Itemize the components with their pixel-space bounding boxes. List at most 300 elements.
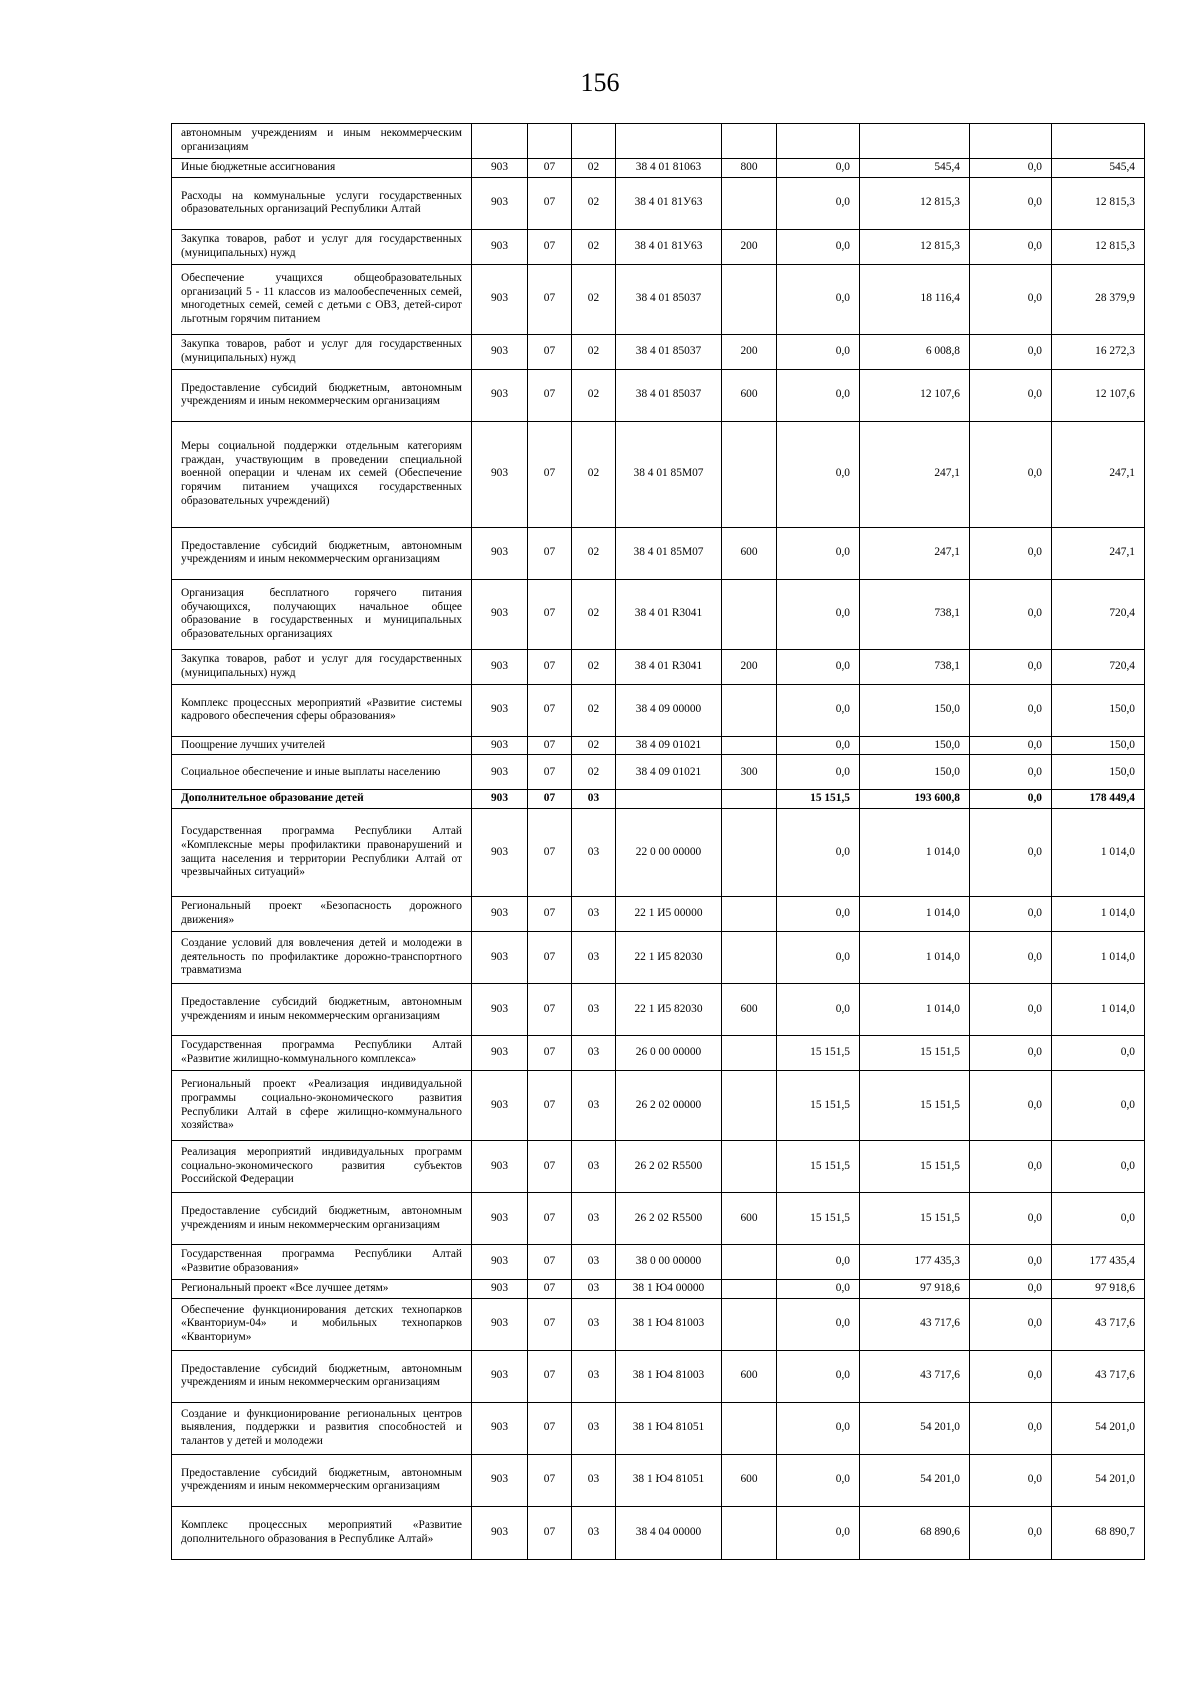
cell-amount-4: 0,0 [1052, 1071, 1145, 1141]
cell-name: автономным учреждениям и иным некоммерческим организациям [172, 124, 472, 159]
cell-amount-4: 1 014,0 [1052, 897, 1145, 932]
table-row [172, 1402, 1145, 1454]
cell-amount-1: 0,0 [777, 649, 860, 684]
cell-expense-type [722, 264, 777, 334]
cell-section: 07 [528, 1298, 572, 1350]
cell-ministry-code: 903 [472, 1036, 528, 1071]
cell-expense-type [722, 1506, 777, 1559]
cell-amount-2: 68 890,6 [860, 1506, 970, 1559]
cell-amount-4: 43 717,6 [1052, 1350, 1145, 1402]
cell-ministry-code: 903 [472, 1350, 528, 1402]
cell-name: Региональный проект «Все лучшее детям» [172, 1280, 472, 1299]
table-row [172, 736, 1145, 755]
cell-amount-3: 0,0 [970, 334, 1052, 369]
cell-amount-2: 43 717,6 [860, 1350, 970, 1402]
cell-amount-3: 0,0 [970, 1402, 1052, 1454]
cell-section: 07 [528, 1506, 572, 1559]
cell-amount-1: 0,0 [777, 897, 860, 932]
table-row [172, 1280, 1145, 1299]
cell-amount-3: 0,0 [970, 984, 1052, 1036]
cell-section [528, 124, 572, 159]
cell-target-article: 22 1 И5 82030 [616, 932, 722, 984]
cell-section: 07 [528, 932, 572, 984]
table-row [172, 177, 1145, 229]
cell-amount-1: 0,0 [777, 809, 860, 897]
cell-ministry-code: 903 [472, 229, 528, 264]
cell-ministry-code: 903 [472, 684, 528, 736]
cell-amount-1: 0,0 [777, 755, 860, 790]
cell-name: Предоставление субсидий бюджетным, автономным учреждениям и иным некоммерческим организациям [172, 1193, 472, 1245]
cell-amount-3: 0,0 [970, 1036, 1052, 1071]
cell-amount-4: 247,1 [1052, 421, 1145, 527]
cell-amount-1: 0,0 [777, 369, 860, 421]
cell-amount-2: 18 116,4 [860, 264, 970, 334]
cell-section: 07 [528, 579, 572, 649]
cell-amount-3: 0,0 [970, 1506, 1052, 1559]
cell-expense-type: 600 [722, 527, 777, 579]
cell-amount-3: 0,0 [970, 809, 1052, 897]
cell-name: Закупка товаров, работ и услуг для государственных (муниципальных) нужд [172, 649, 472, 684]
cell-amount-1: 0,0 [777, 527, 860, 579]
cell-subsection: 02 [572, 579, 616, 649]
cell-subsection: 02 [572, 334, 616, 369]
cell-amount-2: 15 151,5 [860, 1193, 970, 1245]
cell-amount-2: 15 151,5 [860, 1071, 970, 1141]
cell-target-article: 38 4 09 00000 [616, 684, 722, 736]
cell-amount-4: 247,1 [1052, 527, 1145, 579]
table-row [172, 684, 1145, 736]
cell-section: 07 [528, 736, 572, 755]
table-body [172, 124, 1145, 1560]
cell-amount-3: 0,0 [970, 790, 1052, 809]
cell-name: Закупка товаров, работ и услуг для государственных (муниципальных) нужд [172, 334, 472, 369]
cell-ministry-code: 903 [472, 984, 528, 1036]
cell-amount-2: 150,0 [860, 736, 970, 755]
cell-amount-1: 15 151,5 [777, 790, 860, 809]
cell-section: 07 [528, 984, 572, 1036]
cell-ministry-code: 903 [472, 755, 528, 790]
cell-amount-4: 68 890,7 [1052, 1506, 1145, 1559]
cell-subsection: 02 [572, 527, 616, 579]
cell-subsection: 03 [572, 1193, 616, 1245]
cell-amount-3: 0,0 [970, 1245, 1052, 1280]
cell-subsection: 03 [572, 1071, 616, 1141]
cell-name: Создание условий для вовлечения детей и молодежи в деятельность по профилактике дорожно-транспортного травматизма [172, 932, 472, 984]
cell-ministry-code: 903 [472, 579, 528, 649]
table-row [172, 124, 1145, 159]
cell-amount-3: 0,0 [970, 649, 1052, 684]
cell-expense-type [722, 579, 777, 649]
cell-name: Социальное обеспечение и иные выплаты населению [172, 755, 472, 790]
cell-amount-1: 0,0 [777, 932, 860, 984]
cell-expense-type [722, 684, 777, 736]
table-row [172, 984, 1145, 1036]
cell-subsection: 02 [572, 159, 616, 178]
cell-ministry-code [472, 124, 528, 159]
cell-name: Предоставление субсидий бюджетным, автономным учреждениям и иным некоммерческим организациям [172, 527, 472, 579]
cell-amount-1: 0,0 [777, 421, 860, 527]
cell-amount-3: 0,0 [970, 684, 1052, 736]
cell-target-article: 26 0 00 00000 [616, 1036, 722, 1071]
cell-name: Предоставление субсидий бюджетным, автономным учреждениям и иным некоммерческим организациям [172, 1454, 472, 1506]
table-row [172, 527, 1145, 579]
cell-target-article: 38 1 Ю4 81003 [616, 1298, 722, 1350]
cell-subsection: 02 [572, 421, 616, 527]
cell-target-article: 38 4 01 R3041 [616, 649, 722, 684]
cell-amount-2: 15 151,5 [860, 1141, 970, 1193]
cell-expense-type [722, 1402, 777, 1454]
cell-expense-type: 600 [722, 1193, 777, 1245]
cell-amount-2: 12 107,6 [860, 369, 970, 421]
cell-amount-2: 6 008,8 [860, 334, 970, 369]
cell-amount-4: 1 014,0 [1052, 932, 1145, 984]
table-row [172, 334, 1145, 369]
cell-name: Предоставление субсидий бюджетным, автономным учреждениям и иным некоммерческим организациям [172, 984, 472, 1036]
cell-amount-3: 0,0 [970, 369, 1052, 421]
cell-name: Иные бюджетные ассигнования [172, 159, 472, 178]
cell-section: 07 [528, 684, 572, 736]
cell-amount-4: 12 815,3 [1052, 177, 1145, 229]
cell-amount-2: 54 201,0 [860, 1454, 970, 1506]
cell-expense-type [722, 897, 777, 932]
cell-section: 07 [528, 1141, 572, 1193]
cell-target-article: 38 4 09 01021 [616, 755, 722, 790]
cell-amount-4: 54 201,0 [1052, 1402, 1145, 1454]
table-row [172, 1454, 1145, 1506]
cell-expense-type [722, 124, 777, 159]
cell-ministry-code: 903 [472, 369, 528, 421]
cell-amount-3: 0,0 [970, 1141, 1052, 1193]
cell-section: 07 [528, 1280, 572, 1299]
cell-amount-3: 0,0 [970, 579, 1052, 649]
cell-expense-type [722, 1071, 777, 1141]
cell-amount-1: 0,0 [777, 736, 860, 755]
table-row [172, 1193, 1145, 1245]
cell-name: Предоставление субсидий бюджетным, автономным учреждениям и иным некоммерческим организациям [172, 369, 472, 421]
cell-name: Государственная программа Республики Алтай «Развитие образования» [172, 1245, 472, 1280]
cell-target-article [616, 124, 722, 159]
cell-amount-2: 738,1 [860, 649, 970, 684]
cell-section: 07 [528, 897, 572, 932]
cell-name: Расходы на коммунальные услуги государственных образовательных организаций Республики Алтай [172, 177, 472, 229]
table-row [172, 1350, 1145, 1402]
table-row [172, 790, 1145, 809]
cell-target-article: 38 4 09 01021 [616, 736, 722, 755]
table-row [172, 579, 1145, 649]
cell-subsection: 03 [572, 1350, 616, 1402]
cell-subsection: 02 [572, 229, 616, 264]
cell-amount-4: 0,0 [1052, 1036, 1145, 1071]
cell-ministry-code: 903 [472, 264, 528, 334]
cell-ministry-code: 903 [472, 1298, 528, 1350]
cell-target-article: 38 4 01 85037 [616, 369, 722, 421]
cell-amount-4: 16 272,3 [1052, 334, 1145, 369]
cell-amount-3: 0,0 [970, 264, 1052, 334]
cell-subsection: 03 [572, 932, 616, 984]
cell-target-article: 38 1 Ю4 81003 [616, 1350, 722, 1402]
cell-section: 07 [528, 369, 572, 421]
cell-section: 07 [528, 1350, 572, 1402]
cell-ministry-code: 903 [472, 1071, 528, 1141]
cell-amount-4: 12 107,6 [1052, 369, 1145, 421]
cell-expense-type [722, 1298, 777, 1350]
cell-amount-4 [1052, 124, 1145, 159]
cell-amount-3: 0,0 [970, 1071, 1052, 1141]
table-row [172, 1298, 1145, 1350]
cell-amount-4: 0,0 [1052, 1141, 1145, 1193]
cell-expense-type [722, 1280, 777, 1299]
cell-amount-4: 150,0 [1052, 684, 1145, 736]
cell-target-article: 38 4 01 85М07 [616, 527, 722, 579]
table-row [172, 649, 1145, 684]
cell-ministry-code: 903 [472, 1141, 528, 1193]
cell-amount-4: 0,0 [1052, 1193, 1145, 1245]
cell-amount-2: 1 014,0 [860, 984, 970, 1036]
cell-amount-4: 28 379,9 [1052, 264, 1145, 334]
cell-amount-2: 43 717,6 [860, 1298, 970, 1350]
cell-subsection: 03 [572, 1036, 616, 1071]
cell-ministry-code: 903 [472, 1506, 528, 1559]
cell-subsection: 03 [572, 1280, 616, 1299]
cell-amount-1: 0,0 [777, 334, 860, 369]
cell-ministry-code: 903 [472, 1454, 528, 1506]
cell-amount-1: 0,0 [777, 1506, 860, 1559]
cell-amount-2: 545,4 [860, 159, 970, 178]
page-number: 156 [580, 68, 620, 97]
cell-amount-3: 0,0 [970, 755, 1052, 790]
cell-expense-type [722, 932, 777, 984]
cell-expense-type: 800 [722, 159, 777, 178]
cell-subsection: 03 [572, 1454, 616, 1506]
cell-amount-4: 720,4 [1052, 579, 1145, 649]
cell-amount-2: 1 014,0 [860, 932, 970, 984]
cell-ministry-code: 903 [472, 736, 528, 755]
cell-expense-type: 200 [722, 334, 777, 369]
cell-target-article: 26 2 02 R5500 [616, 1141, 722, 1193]
cell-ministry-code: 903 [472, 159, 528, 178]
cell-expense-type: 600 [722, 1350, 777, 1402]
cell-amount-1: 0,0 [777, 579, 860, 649]
cell-ministry-code: 903 [472, 1402, 528, 1454]
table-row [172, 421, 1145, 527]
cell-section: 07 [528, 334, 572, 369]
cell-section: 07 [528, 1402, 572, 1454]
cell-target-article: 38 4 01 R3041 [616, 579, 722, 649]
cell-amount-1: 0,0 [777, 229, 860, 264]
cell-expense-type [722, 177, 777, 229]
cell-section: 07 [528, 264, 572, 334]
cell-subsection: 03 [572, 1298, 616, 1350]
cell-target-article: 38 4 01 85037 [616, 334, 722, 369]
table-row [172, 1245, 1145, 1280]
cell-subsection: 02 [572, 736, 616, 755]
table-row [172, 1036, 1145, 1071]
cell-amount-3 [970, 124, 1052, 159]
cell-amount-2 [860, 124, 970, 159]
cell-name: Государственная программа Республики Алтай «Развитие жилищно-коммунального комплекса» [172, 1036, 472, 1071]
cell-amount-1: 15 151,5 [777, 1193, 860, 1245]
cell-name: Обеспечение учащихся общеобразовательных организаций 5 - 11 классов из малообеспеченных семей, многодетных семей, семей с детьми с ОВЗ, детей-сирот льготным горячим питанием [172, 264, 472, 334]
cell-name: Обеспечение функционирования детских технопарков «Кванториум-04» и мобильных технопарков «Кванториум» [172, 1298, 472, 1350]
cell-amount-2: 97 918,6 [860, 1280, 970, 1299]
cell-name: Комплекс процессных мероприятий «Развитие дополнительного образования в Республике Алтай» [172, 1506, 472, 1559]
cell-subsection [572, 124, 616, 159]
cell-amount-2: 247,1 [860, 527, 970, 579]
cell-amount-3: 0,0 [970, 1350, 1052, 1402]
cell-amount-3: 0,0 [970, 932, 1052, 984]
cell-target-article: 22 1 И5 00000 [616, 897, 722, 932]
table-row [172, 809, 1145, 897]
cell-subsection: 02 [572, 684, 616, 736]
table-row [172, 1071, 1145, 1141]
cell-expense-type: 600 [722, 984, 777, 1036]
cell-subsection: 03 [572, 1506, 616, 1559]
table-row [172, 1506, 1145, 1559]
cell-subsection: 03 [572, 790, 616, 809]
cell-ministry-code: 903 [472, 790, 528, 809]
cell-ministry-code: 903 [472, 1193, 528, 1245]
cell-section: 07 [528, 1245, 572, 1280]
cell-target-article: 38 4 01 81У63 [616, 177, 722, 229]
cell-expense-type: 200 [722, 649, 777, 684]
cell-amount-2: 738,1 [860, 579, 970, 649]
cell-section: 07 [528, 649, 572, 684]
cell-subsection: 03 [572, 1245, 616, 1280]
cell-amount-2: 1 014,0 [860, 897, 970, 932]
cell-amount-4: 43 717,6 [1052, 1298, 1145, 1350]
cell-expense-type [722, 790, 777, 809]
cell-amount-4: 1 014,0 [1052, 809, 1145, 897]
cell-amount-4: 54 201,0 [1052, 1454, 1145, 1506]
cell-amount-3: 0,0 [970, 1298, 1052, 1350]
cell-target-article: 38 4 01 81У63 [616, 229, 722, 264]
cell-amount-3: 0,0 [970, 736, 1052, 755]
cell-target-article: 38 4 01 85М07 [616, 421, 722, 527]
cell-section: 07 [528, 755, 572, 790]
cell-amount-2: 15 151,5 [860, 1036, 970, 1071]
cell-amount-4: 1 014,0 [1052, 984, 1145, 1036]
table-row [172, 159, 1145, 178]
cell-expense-type: 300 [722, 755, 777, 790]
cell-name: Создание и функционирование региональных центров выявления, поддержки и развития способностей и талантов у детей и молодежи [172, 1402, 472, 1454]
cell-section: 07 [528, 159, 572, 178]
cell-subsection: 02 [572, 755, 616, 790]
cell-target-article: 26 2 02 00000 [616, 1071, 722, 1141]
cell-section: 07 [528, 1193, 572, 1245]
table-row [172, 229, 1145, 264]
cell-amount-1: 0,0 [777, 1245, 860, 1280]
cell-name: Комплекс процессных мероприятий «Развитие системы кадрового обеспечения сферы образования» [172, 684, 472, 736]
cell-section: 07 [528, 1071, 572, 1141]
cell-ministry-code: 903 [472, 177, 528, 229]
cell-ministry-code: 903 [472, 527, 528, 579]
cell-amount-3: 0,0 [970, 421, 1052, 527]
cell-name: Закупка товаров, работ и услуг для государственных (муниципальных) нужд [172, 229, 472, 264]
cell-amount-4: 178 449,4 [1052, 790, 1145, 809]
cell-amount-2: 177 435,3 [860, 1245, 970, 1280]
cell-name: Организация бесплатного горячего питания обучающихся, получающих начальное общее образование в государственных и муниципальных образовательных организациях [172, 579, 472, 649]
cell-amount-1: 0,0 [777, 264, 860, 334]
cell-amount-2: 1 014,0 [860, 809, 970, 897]
cell-expense-type [722, 1036, 777, 1071]
cell-amount-1: 0,0 [777, 1298, 860, 1350]
cell-amount-2: 150,0 [860, 755, 970, 790]
cell-amount-3: 0,0 [970, 229, 1052, 264]
cell-name: Поощрение лучших учителей [172, 736, 472, 755]
cell-amount-4: 545,4 [1052, 159, 1145, 178]
cell-expense-type [722, 1141, 777, 1193]
cell-amount-3: 0,0 [970, 1454, 1052, 1506]
cell-amount-2: 12 815,3 [860, 177, 970, 229]
cell-target-article: 38 1 Ю4 81051 [616, 1454, 722, 1506]
cell-ministry-code: 903 [472, 649, 528, 684]
cell-name: Региональный проект «Безопасность дорожного движения» [172, 897, 472, 932]
cell-amount-3: 0,0 [970, 159, 1052, 178]
cell-section: 07 [528, 527, 572, 579]
cell-amount-1: 0,0 [777, 1454, 860, 1506]
cell-name: Дополнительное образование детей [172, 790, 472, 809]
cell-section: 07 [528, 229, 572, 264]
cell-amount-4: 12 815,3 [1052, 229, 1145, 264]
cell-amount-3: 0,0 [970, 897, 1052, 932]
table-row [172, 755, 1145, 790]
cell-ministry-code: 903 [472, 334, 528, 369]
table-row [172, 932, 1145, 984]
cell-amount-2: 54 201,0 [860, 1402, 970, 1454]
cell-expense-type [722, 421, 777, 527]
cell-amount-1: 0,0 [777, 1350, 860, 1402]
cell-amount-2: 247,1 [860, 421, 970, 527]
cell-target-article: 22 0 00 00000 [616, 809, 722, 897]
cell-subsection: 02 [572, 369, 616, 421]
cell-target-article: 38 0 00 00000 [616, 1245, 722, 1280]
budget-table [171, 123, 1145, 1560]
cell-expense-type: 600 [722, 1454, 777, 1506]
table-row [172, 264, 1145, 334]
cell-section: 07 [528, 1454, 572, 1506]
cell-subsection: 03 [572, 809, 616, 897]
cell-amount-3: 0,0 [970, 177, 1052, 229]
cell-subsection: 02 [572, 264, 616, 334]
cell-amount-3: 0,0 [970, 1280, 1052, 1299]
cell-amount-4: 97 918,6 [1052, 1280, 1145, 1299]
cell-amount-2: 12 815,3 [860, 229, 970, 264]
cell-amount-1: 15 151,5 [777, 1036, 860, 1071]
cell-amount-3: 0,0 [970, 527, 1052, 579]
cell-amount-2: 150,0 [860, 684, 970, 736]
cell-subsection: 02 [572, 649, 616, 684]
cell-expense-type [722, 736, 777, 755]
cell-target-article: 38 1 Ю4 81051 [616, 1402, 722, 1454]
cell-ministry-code: 903 [472, 421, 528, 527]
cell-target-article: 38 1 Ю4 00000 [616, 1280, 722, 1299]
cell-target-article: 38 4 01 81063 [616, 159, 722, 178]
cell-subsection: 03 [572, 984, 616, 1036]
cell-section: 07 [528, 1036, 572, 1071]
cell-expense-type [722, 1245, 777, 1280]
cell-name: Региональный проект «Реализация индивидуальной программы социально-экономического развития Республики Алтай в сфере жилищно-коммунального хозяйства» [172, 1071, 472, 1141]
cell-name: Предоставление субсидий бюджетным, автономным учреждениям и иным некоммерческим организациям [172, 1350, 472, 1402]
cell-amount-1: 0,0 [777, 984, 860, 1036]
cell-name: Государственная программа Республики Алтай «Комплексные меры профилактики правонарушений и защита населения и территории Республики Алтай от чрезвычайных ситуаций» [172, 809, 472, 897]
cell-amount-1: 0,0 [777, 1402, 860, 1454]
cell-target-article: 38 4 01 85037 [616, 264, 722, 334]
cell-name: Реализация мероприятий индивидуальных программ социально-экономического развития субъектов Российской Федерации [172, 1141, 472, 1193]
cell-amount-3: 0,0 [970, 1193, 1052, 1245]
cell-ministry-code: 903 [472, 1245, 528, 1280]
cell-amount-1: 0,0 [777, 177, 860, 229]
cell-amount-4: 150,0 [1052, 755, 1145, 790]
